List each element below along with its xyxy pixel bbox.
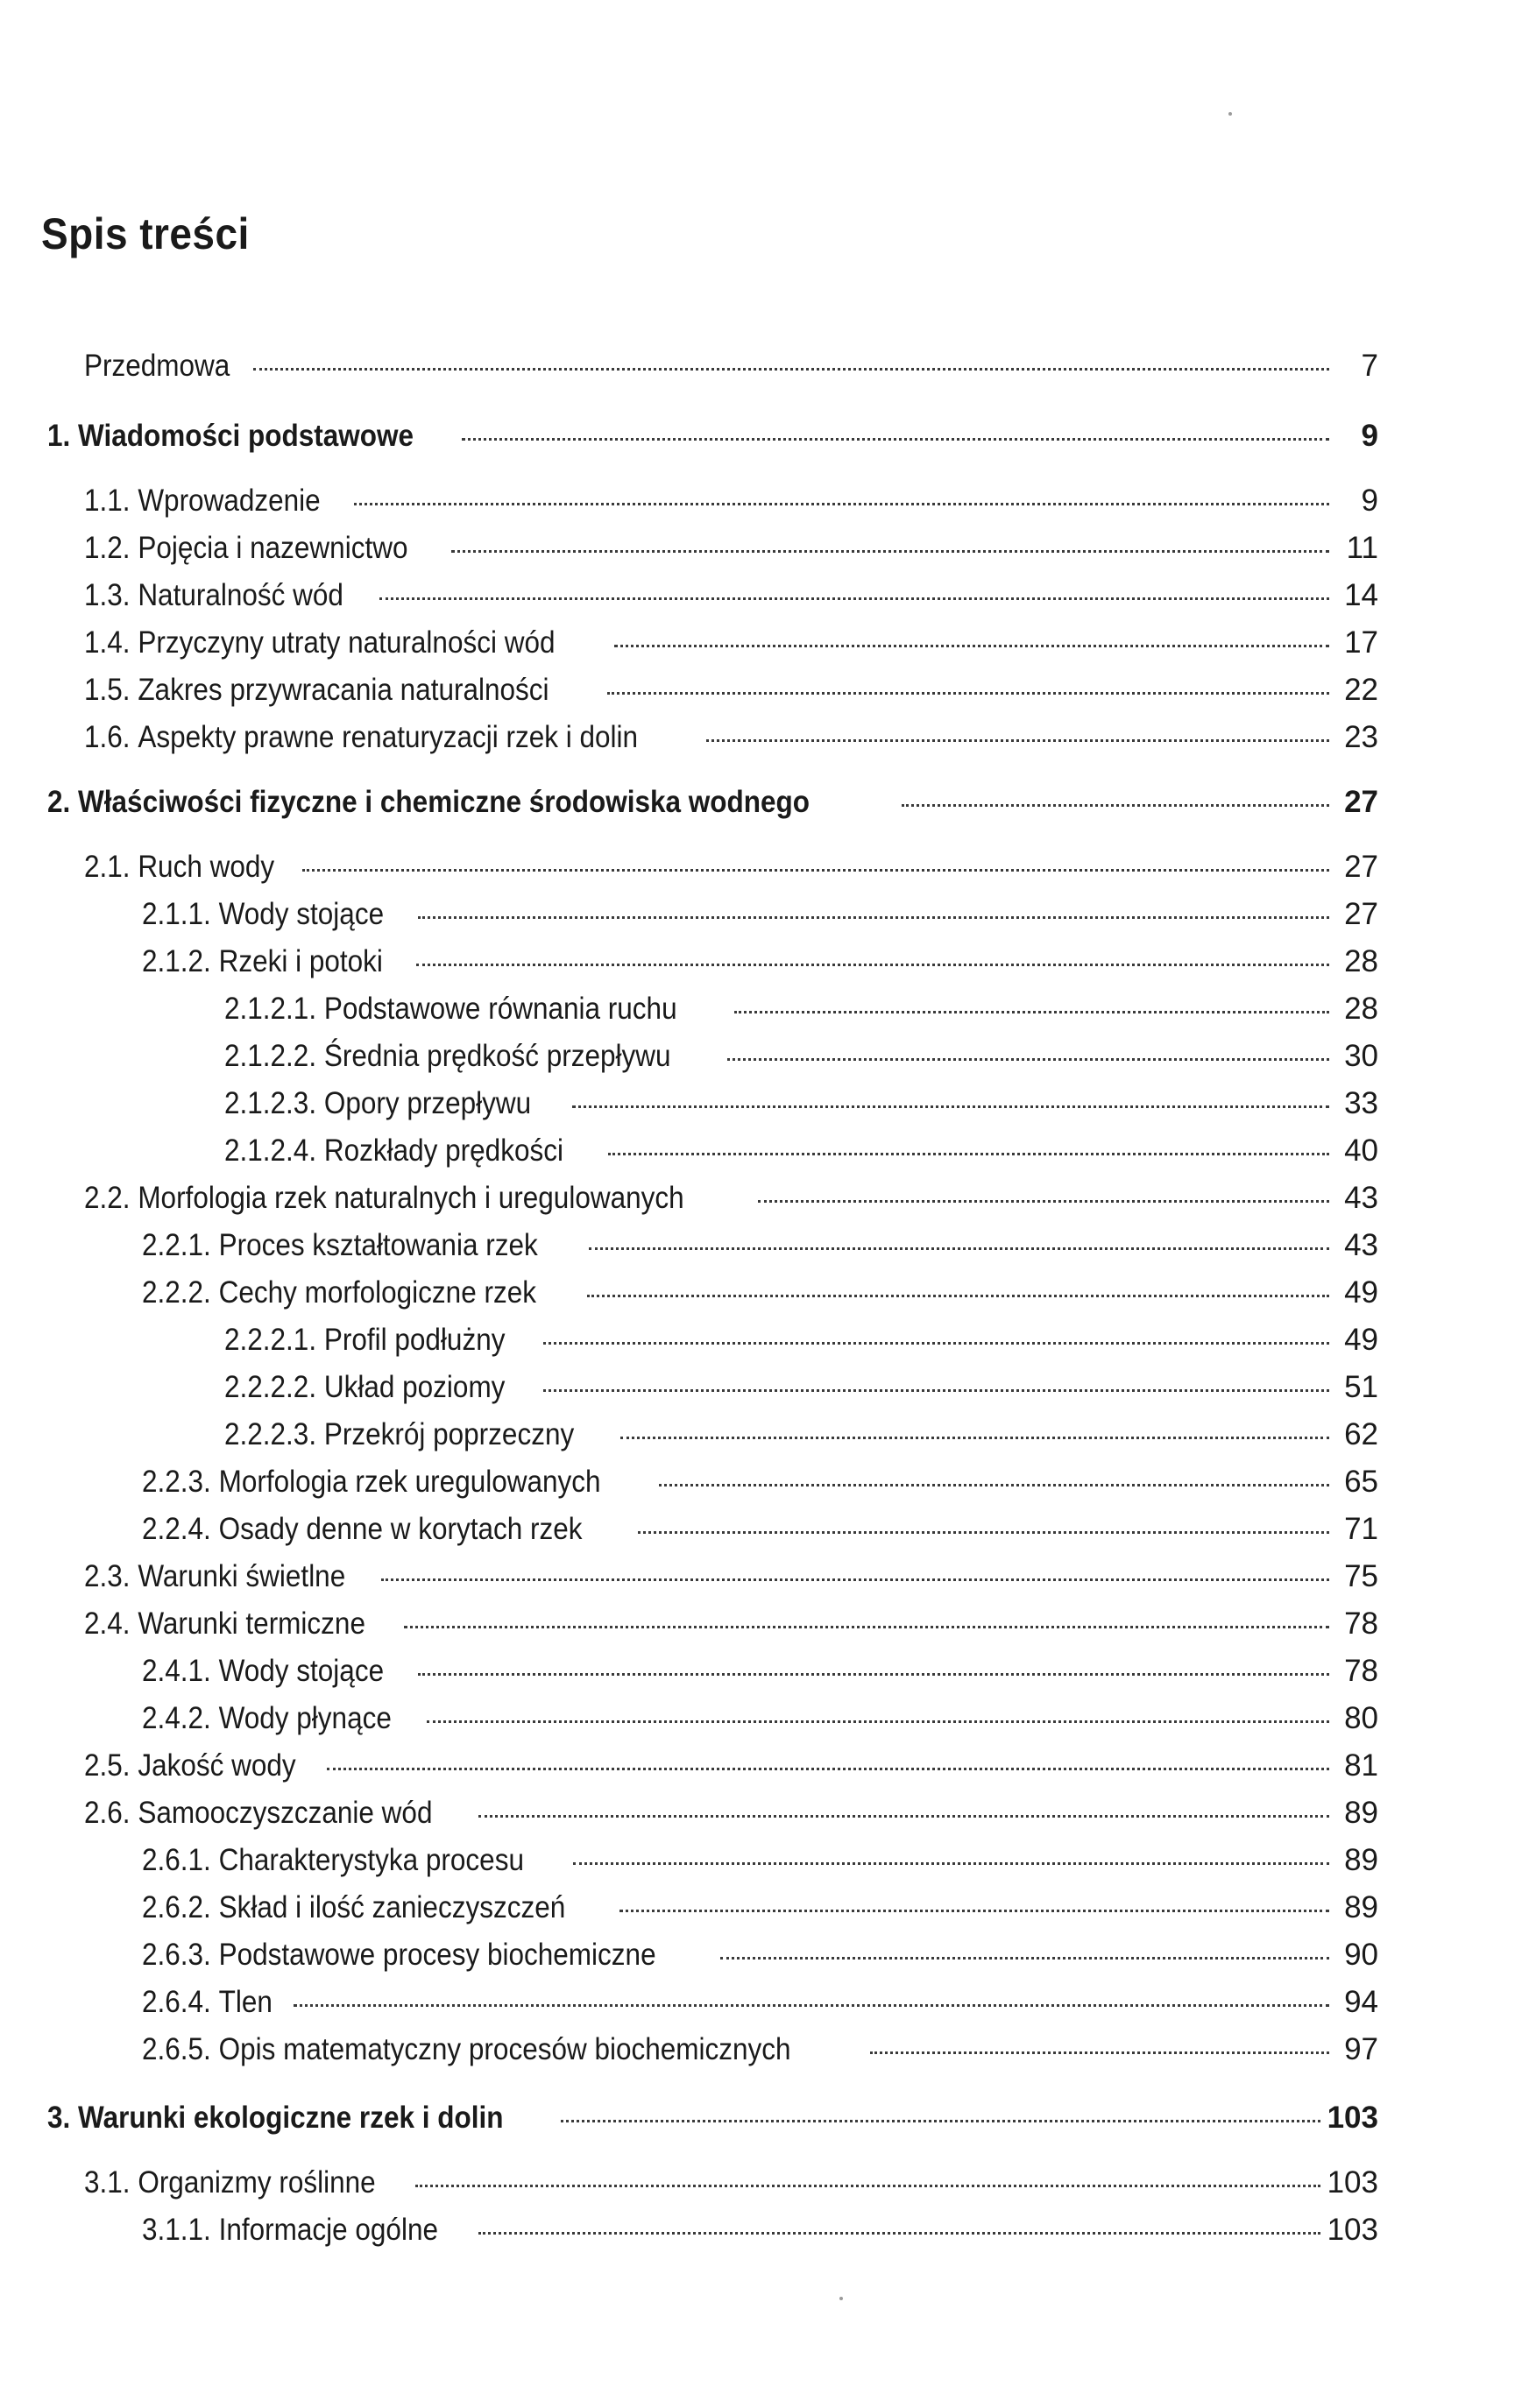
toc-entry-text bbox=[84, 484, 321, 519]
toc-entry-row bbox=[84, 2165, 1378, 2209]
toc-entry-number: 2.4. bbox=[84, 1607, 131, 1641]
toc-entry-text bbox=[84, 720, 638, 755]
toc-entry-row bbox=[142, 1228, 1378, 1272]
toc-entry-number: 2.6.2. bbox=[142, 1890, 211, 1924]
toc-entry-label: Wiadomości podstawowe bbox=[78, 419, 414, 453]
toc-entry-row bbox=[224, 1086, 1378, 1130]
toc-entry-label: Cechy morfologiczne rzek bbox=[218, 1275, 536, 1310]
toc-entry-row bbox=[142, 1985, 1378, 2029]
dot-leader bbox=[253, 368, 1329, 371]
toc-entry-label: Samooczyszczanie wód bbox=[138, 1796, 433, 1830]
toc-entry-text bbox=[224, 1039, 671, 1074]
dot-leader bbox=[302, 869, 1329, 872]
scan-speck bbox=[1228, 112, 1232, 116]
toc-entry-row bbox=[142, 2213, 1378, 2256]
toc-entry-row bbox=[84, 850, 1378, 893]
toc-entry-number: 2.6.4. bbox=[142, 1985, 211, 2019]
toc-page-number: 49 bbox=[1344, 1323, 1378, 1357]
toc-entry-label: Układ poziomy bbox=[323, 1370, 506, 1404]
toc-entry-number: 3. bbox=[47, 2101, 71, 2135]
toc-entry-number: 3.1. bbox=[84, 2165, 131, 2200]
toc-chapter-row bbox=[47, 785, 1378, 829]
toc-entry-text bbox=[84, 531, 407, 566]
dot-leader bbox=[706, 739, 1329, 742]
toc-entry-text bbox=[142, 1228, 538, 1263]
toc-entry-label: Morfologia rzek uregulowanych bbox=[218, 1465, 601, 1499]
dot-leader bbox=[902, 804, 1329, 807]
toc-page-number: 7 bbox=[1361, 349, 1378, 383]
toc-entry-label: Naturalność wód bbox=[138, 578, 343, 612]
toc-entry-text bbox=[47, 2101, 503, 2136]
toc-entry-number: 1.5. bbox=[84, 673, 131, 707]
page-title: Spis treści bbox=[41, 209, 250, 258]
toc-entry-label: Warunki ekologiczne rzek i dolin bbox=[78, 2101, 504, 2135]
toc-entry-label: Osady denne w korytach rzek bbox=[218, 1512, 583, 1546]
toc-entry-label: Profil podłużny bbox=[323, 1323, 506, 1357]
toc-entry-row bbox=[84, 1607, 1378, 1650]
dot-leader bbox=[727, 1058, 1329, 1061]
toc-entry-text bbox=[84, 625, 556, 660]
dot-leader bbox=[758, 1200, 1329, 1203]
spacer bbox=[211, 1512, 219, 1547]
dot-leader bbox=[451, 550, 1329, 553]
toc-entry-number: 2.4.1. bbox=[142, 1654, 211, 1688]
toc-page-number: 33 bbox=[1344, 1086, 1378, 1120]
toc-entry-text bbox=[142, 2032, 791, 2067]
toc-entry-text bbox=[142, 1512, 583, 1547]
toc-page-number: 62 bbox=[1344, 1417, 1378, 1451]
toc-entry-row bbox=[84, 673, 1378, 717]
toc-entry-label: Warunki świetlne bbox=[138, 1559, 346, 1593]
toc-entry-text bbox=[142, 1890, 565, 1925]
toc-entry-label: Warunki termiczne bbox=[138, 1607, 365, 1641]
toc-page-number: 43 bbox=[1344, 1228, 1378, 1262]
toc-entry-label: Ruch wody bbox=[138, 850, 275, 884]
toc-entry-text bbox=[84, 1796, 432, 1831]
toc-entry-number: 1.4. bbox=[84, 625, 131, 660]
toc-entry-number: 2.5. bbox=[84, 1748, 131, 1783]
toc-page-number: 89 bbox=[1344, 1890, 1378, 1924]
toc-entry-label: Proces kształtowania rzek bbox=[218, 1228, 538, 1262]
spacer bbox=[211, 1275, 219, 1310]
spacer bbox=[211, 2032, 219, 2067]
toc-page-number: 23 bbox=[1344, 720, 1378, 754]
toc-page-number: 71 bbox=[1344, 1512, 1378, 1546]
toc-entry-label: Przekrój poprzeczny bbox=[323, 1417, 575, 1451]
toc-entry-text bbox=[84, 850, 274, 885]
toc-entry-text bbox=[142, 897, 384, 932]
toc-entry-text bbox=[224, 992, 677, 1027]
toc-entry-row bbox=[84, 484, 1378, 527]
toc-entry-text bbox=[84, 2165, 376, 2200]
toc-entry-label: Morfologia rzek naturalnych i uregulowanych bbox=[138, 1181, 684, 1215]
toc-entry-label: Rzeki i potoki bbox=[218, 944, 383, 978]
toc-entry-label: Zakres przywracania naturalności bbox=[138, 673, 549, 707]
toc-entry-text bbox=[142, 1843, 524, 1878]
dot-leader bbox=[608, 1153, 1329, 1155]
toc-entry-label: Przyczyny utraty naturalności wód bbox=[138, 625, 556, 660]
toc-entry-text bbox=[84, 349, 230, 384]
toc-entry-row bbox=[84, 1559, 1378, 1603]
toc-page-number: 22 bbox=[1344, 673, 1378, 707]
toc-entry-row bbox=[142, 1701, 1378, 1745]
toc-entry-label: Aspekty prawne renaturyzacji rzek i dolin bbox=[138, 720, 639, 754]
toc-entry-row bbox=[84, 531, 1378, 575]
dot-leader bbox=[620, 1437, 1329, 1439]
toc-page-number: 65 bbox=[1344, 1465, 1378, 1499]
toc-entry-text bbox=[142, 1275, 536, 1310]
toc-page-number: 17 bbox=[1344, 625, 1378, 660]
toc-entry-label: Opis matematyczny procesów biochemicznych bbox=[218, 2032, 791, 2066]
spacer bbox=[131, 531, 138, 566]
toc-chapter-row bbox=[47, 419, 1378, 463]
spacer bbox=[131, 1559, 138, 1594]
toc-entry-row bbox=[224, 1133, 1378, 1177]
spacer bbox=[316, 1133, 324, 1169]
spacer bbox=[211, 1843, 219, 1878]
toc-page-number: 27 bbox=[1344, 897, 1378, 931]
toc-entry-number: 2.6.5. bbox=[142, 2032, 211, 2066]
toc-page-number: 51 bbox=[1344, 1370, 1378, 1404]
dot-leader bbox=[381, 1578, 1329, 1581]
toc-entry-text bbox=[142, 1701, 392, 1736]
toc-page-number: 89 bbox=[1344, 1843, 1378, 1877]
toc-chapter-row bbox=[47, 2101, 1378, 2144]
toc-page-number: 27 bbox=[1344, 850, 1378, 884]
dot-leader bbox=[607, 692, 1329, 695]
toc-entry-number: 2.1. bbox=[84, 850, 131, 884]
toc-entry-label: Skład i ilość zanieczyszczeń bbox=[218, 1890, 566, 1924]
toc-entry-number: 2.6. bbox=[84, 1796, 131, 1830]
spacer bbox=[211, 897, 219, 932]
toc-entry-text bbox=[224, 1133, 563, 1169]
toc-page-number: 40 bbox=[1344, 1133, 1378, 1168]
toc-page-number: 28 bbox=[1344, 944, 1378, 978]
toc-page-number: 49 bbox=[1344, 1275, 1378, 1310]
toc-entry-label: Przedmowa bbox=[84, 349, 230, 383]
toc-page-number: 103 bbox=[1327, 2101, 1378, 2135]
dot-leader bbox=[589, 1247, 1329, 1250]
toc-entry-text bbox=[224, 1323, 505, 1358]
spacer bbox=[316, 1086, 324, 1121]
toc-entry-text bbox=[142, 2213, 438, 2248]
toc-entry-number: 2.1.2.3. bbox=[224, 1086, 317, 1120]
spacer bbox=[131, 673, 138, 708]
toc-entry-row bbox=[224, 1323, 1378, 1366]
dot-leader bbox=[478, 1815, 1329, 1818]
toc-entry-row bbox=[142, 1938, 1378, 1981]
dot-leader bbox=[870, 2051, 1329, 2054]
toc-entry-number: 1.3. bbox=[84, 578, 131, 612]
spacer bbox=[70, 419, 78, 454]
spacer bbox=[211, 1465, 219, 1500]
toc-page-number: 43 bbox=[1344, 1181, 1378, 1215]
dot-leader bbox=[427, 1720, 1329, 1723]
toc-entry-row bbox=[84, 625, 1378, 669]
toc-entry-row bbox=[142, 1512, 1378, 1556]
toc-entry-number: 2.2.2.2. bbox=[224, 1370, 317, 1404]
toc-page-number: 14 bbox=[1344, 578, 1378, 612]
spacer bbox=[211, 1654, 219, 1689]
spacer bbox=[131, 578, 138, 613]
dot-leader bbox=[619, 1910, 1329, 1912]
dot-leader bbox=[462, 438, 1329, 441]
toc-page-number: 27 bbox=[1344, 785, 1378, 819]
toc-entry-label: Opory przepływu bbox=[323, 1086, 532, 1120]
spacer bbox=[131, 850, 138, 885]
toc-page-number: 89 bbox=[1344, 1796, 1378, 1830]
toc-entry-number: 3.1.1. bbox=[142, 2213, 211, 2247]
toc-entry-row bbox=[142, 2032, 1378, 2076]
toc-entry-number: 2.6.3. bbox=[142, 1938, 211, 1972]
toc-entry-label: Podstawowe równania ruchu bbox=[323, 992, 677, 1026]
toc-entry-number: 2.6.1. bbox=[142, 1843, 211, 1877]
dot-leader bbox=[659, 1484, 1329, 1486]
toc-entry-row bbox=[224, 1370, 1378, 1414]
toc-entry-label: Wody płynące bbox=[218, 1701, 392, 1735]
toc-page-number: 75 bbox=[1344, 1559, 1378, 1593]
toc-entry-number: 2.4.2. bbox=[142, 1701, 211, 1735]
spacer bbox=[211, 944, 219, 979]
spacer bbox=[131, 2165, 138, 2200]
toc-entry-row bbox=[224, 992, 1378, 1035]
toc-page-number: 11 bbox=[1346, 531, 1378, 565]
spacer bbox=[131, 720, 138, 755]
toc-entry-row bbox=[142, 1843, 1378, 1887]
toc-entry-row bbox=[142, 1890, 1378, 1934]
toc-entry-label: Wody stojące bbox=[218, 1654, 385, 1688]
toc-entry-text bbox=[84, 1748, 296, 1783]
dot-leader bbox=[587, 1295, 1329, 1297]
toc-entry-number: 2.1.2.1. bbox=[224, 992, 317, 1026]
toc-entry-row bbox=[142, 1654, 1378, 1698]
toc-entry-row bbox=[84, 1748, 1378, 1792]
dot-leader bbox=[418, 1673, 1329, 1676]
toc-page-number: 78 bbox=[1344, 1654, 1378, 1688]
toc-entry-label: Właściwości fizyczne i chemiczne środowiska wodnego bbox=[78, 785, 811, 819]
toc-entry-number: 2.2.2. bbox=[142, 1275, 211, 1310]
dot-leader bbox=[572, 1105, 1329, 1108]
spacer bbox=[211, 1938, 219, 1973]
dot-leader bbox=[354, 503, 1329, 505]
toc-entry-label: Podstawowe procesy biochemiczne bbox=[218, 1938, 656, 1972]
spacer bbox=[316, 1417, 324, 1452]
dot-leader bbox=[416, 964, 1329, 966]
toc-entry-number: 2.2.4. bbox=[142, 1512, 211, 1546]
scan-speck bbox=[839, 2297, 843, 2300]
toc-entry-row bbox=[84, 1181, 1378, 1225]
toc-entry-number: 1.2. bbox=[84, 531, 131, 565]
toc-page-number: 103 bbox=[1327, 2165, 1378, 2200]
toc-page-number: 97 bbox=[1344, 2032, 1378, 2066]
toc-entry-label: Informacje ogólne bbox=[218, 2213, 438, 2247]
spacer bbox=[211, 2213, 219, 2248]
toc-entry-text bbox=[224, 1370, 505, 1405]
toc-entry-text bbox=[142, 1654, 384, 1689]
spacer bbox=[316, 1370, 324, 1405]
spacer bbox=[131, 1607, 138, 1642]
toc-entry-text bbox=[84, 578, 343, 613]
toc-entry-number: 2.1.2.2. bbox=[224, 1039, 317, 1073]
toc-entry-label: Charakterystyka procesu bbox=[218, 1843, 524, 1877]
toc-entry-text bbox=[84, 1607, 365, 1642]
toc-page-number: 9 bbox=[1361, 419, 1378, 453]
toc-page-number: 81 bbox=[1344, 1748, 1378, 1783]
toc-entry-row bbox=[142, 897, 1378, 941]
toc-entry-row bbox=[224, 1417, 1378, 1461]
spacer bbox=[211, 1985, 219, 2020]
spacer bbox=[131, 1181, 138, 1216]
toc-entry-label: Tlen bbox=[218, 1985, 273, 2019]
toc-page-number: 78 bbox=[1344, 1607, 1378, 1641]
spacer bbox=[70, 2101, 78, 2136]
dot-leader bbox=[543, 1389, 1329, 1392]
toc-page-number: 80 bbox=[1344, 1701, 1378, 1735]
toc-entry-label: Wprowadzenie bbox=[138, 484, 321, 518]
dot-leader bbox=[294, 2004, 1329, 2007]
toc-entry-label: Średnia prędkość przepływu bbox=[323, 1039, 671, 1073]
spacer bbox=[131, 1748, 138, 1783]
toc-entry-text bbox=[84, 1559, 345, 1594]
spacer bbox=[211, 1228, 219, 1263]
spacer bbox=[131, 625, 138, 660]
dot-leader bbox=[734, 1011, 1329, 1013]
dot-leader bbox=[379, 597, 1329, 600]
dot-leader bbox=[561, 2120, 1320, 2122]
toc-entry-label: Jakość wody bbox=[138, 1748, 296, 1783]
toc-entry-row bbox=[84, 578, 1378, 622]
dot-leader bbox=[404, 1626, 1329, 1628]
toc-entry-text bbox=[224, 1417, 574, 1452]
toc-entry-label: Rozkłady prędkości bbox=[323, 1133, 563, 1168]
toc-entry-text bbox=[47, 785, 810, 820]
spacer bbox=[316, 1323, 324, 1358]
toc-entry-text bbox=[84, 1181, 684, 1216]
dot-leader bbox=[573, 1862, 1329, 1865]
toc-entry-number: 2.1.2. bbox=[142, 944, 211, 978]
toc-entry-text bbox=[47, 419, 414, 454]
toc-entry-row bbox=[84, 349, 1378, 392]
toc-entry-number: 2.1.2.4. bbox=[224, 1133, 317, 1168]
spacer bbox=[131, 484, 138, 519]
toc-entry-row bbox=[142, 1465, 1378, 1508]
spacer bbox=[211, 1890, 219, 1925]
toc-entry-label: Organizmy roślinne bbox=[138, 2165, 376, 2200]
toc-page-number: 90 bbox=[1344, 1938, 1378, 1972]
dot-leader bbox=[720, 1957, 1329, 1960]
toc-entry-number: 1. bbox=[47, 419, 71, 453]
toc-entry-text bbox=[142, 1938, 656, 1973]
toc-page-number: 94 bbox=[1344, 1985, 1378, 2019]
toc-entry-text bbox=[142, 1985, 273, 2020]
spacer bbox=[70, 785, 78, 820]
dot-leader bbox=[614, 645, 1329, 647]
toc-entry-row bbox=[84, 1796, 1378, 1840]
toc-entry-text bbox=[224, 1086, 531, 1121]
dot-leader bbox=[415, 2185, 1320, 2187]
toc-entry-label: Pojęcia i nazewnictwo bbox=[138, 531, 408, 565]
toc-entry-text bbox=[142, 944, 383, 979]
dot-leader bbox=[638, 1531, 1329, 1534]
toc-page-number: 9 bbox=[1361, 484, 1378, 518]
dot-leader bbox=[543, 1342, 1329, 1345]
toc-entry-number: 2. bbox=[47, 785, 71, 819]
toc-page-number: 28 bbox=[1344, 992, 1378, 1026]
toc-entry-number: 2.2.3. bbox=[142, 1465, 211, 1499]
toc-entry-number: 2.2.2.1. bbox=[224, 1323, 317, 1357]
dot-leader bbox=[418, 916, 1329, 919]
spacer bbox=[316, 1039, 324, 1074]
toc-entry-text bbox=[142, 1465, 601, 1500]
toc-entry-row bbox=[142, 944, 1378, 988]
spacer bbox=[316, 992, 324, 1027]
toc-entry-number: 1.6. bbox=[84, 720, 131, 754]
toc-entry-number: 2.2. bbox=[84, 1181, 131, 1215]
toc-entry-row bbox=[84, 720, 1378, 764]
toc-entry-row bbox=[224, 1039, 1378, 1083]
toc-entry-text bbox=[84, 673, 549, 708]
toc-entry-number: 2.2.1. bbox=[142, 1228, 211, 1262]
spacer bbox=[131, 1796, 138, 1831]
dot-leader bbox=[478, 2232, 1320, 2235]
toc-entry-number: 1.1. bbox=[84, 484, 131, 518]
toc-entry-number: 2.2.2.3. bbox=[224, 1417, 317, 1451]
toc-entry-number: 2.3. bbox=[84, 1559, 131, 1593]
dot-leader bbox=[327, 1768, 1330, 1770]
toc-entry-label: Wody stojące bbox=[218, 897, 385, 931]
toc-entry-number: 2.1.1. bbox=[142, 897, 211, 931]
spacer bbox=[211, 1701, 219, 1736]
toc-page-number: 103 bbox=[1327, 2213, 1378, 2247]
toc-page-number: 30 bbox=[1344, 1039, 1378, 1073]
toc-entry-row bbox=[142, 1275, 1378, 1319]
